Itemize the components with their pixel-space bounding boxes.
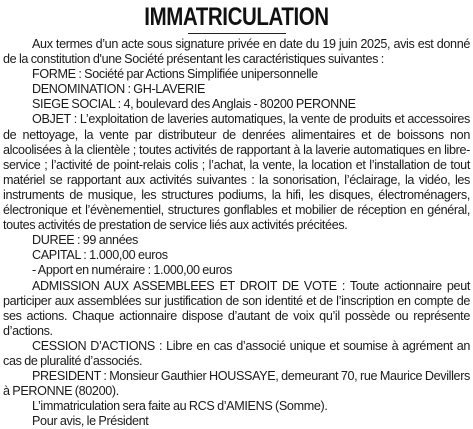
objet-paragraph: OBJET : L’exploitation de laveries automatiques, la vente de produits et accessoires de nettoyage, la vente par distributeur de denrées alimentaires et de boissons non alcoolisées à la clientèle ; toutes activités de rapportant à la laverie automatiques en libre-service ; l’activité de point-relais colis ; l’achat, la vente, la location et l’installation de tout matériel se rapportant aux activités suivantes : la sonorisation, l’éclairage, la vidéo, les instruments de musique, les structures podiums, la hifi, les disques, électroménagers, électronique et l’évènementiel, structures gonflables et mobilier de réception en général, toutes activités de prestation de service liés aux activités précitées. <box>3 112 470 233</box>
signature-line: Pour avis, le Président <box>32 414 149 429</box>
notice-title: IMMATRICULATION <box>144 3 329 31</box>
title-underline <box>188 33 286 34</box>
duree-line: DUREE : 99 années <box>32 233 138 248</box>
capital-line: CAPITAL : 1.000,00 euros <box>32 248 168 263</box>
siege-social-line: SIEGE SOCIAL : 4, boulevard des Anglais - 80200 PERONNE <box>32 97 356 112</box>
admission-paragraph: ADMISSION AUX ASSEMBLEES ET DROIT DE VOTE : Toute actionnaire peut participer aux assemblées sur justification de son identité et de l’inscription en compte de ses actions. Chaque actionnaire dispose d’autant de voix qu’il possède ou représente d’actions. <box>3 278 470 338</box>
apport-line: - Apport en numéraire : 1.000,00 euros <box>32 263 233 278</box>
cession-paragraph: CESSION D’ACTIONS : Libre en cas d’associé unique et soumise à agrément an cas de pluralité d’associés. <box>3 338 470 368</box>
president-paragraph: PRESIDENT : Monsieur Gauthier HOUSSAYE, demeurant 70, rue Maurice Devillers à PERONNE (80200). <box>3 369 470 399</box>
notice-body <box>3 37 470 429</box>
intro-paragraph: Aux termes d’un acte sous signature privée en date du 19 juin 2025, avis est donné de la constitution d'une Société présentant les caractéristiques suivantes : <box>3 37 470 67</box>
forme-line: FORME : Société par Actions Simplifiée unipersonnelle <box>32 67 318 82</box>
immatriculation-line: L’immatriculation sera faite au RCS d’AMIENS (Somme). <box>32 399 328 414</box>
denomination-line: DENOMINATION : GH-LAVERIE <box>32 82 206 97</box>
